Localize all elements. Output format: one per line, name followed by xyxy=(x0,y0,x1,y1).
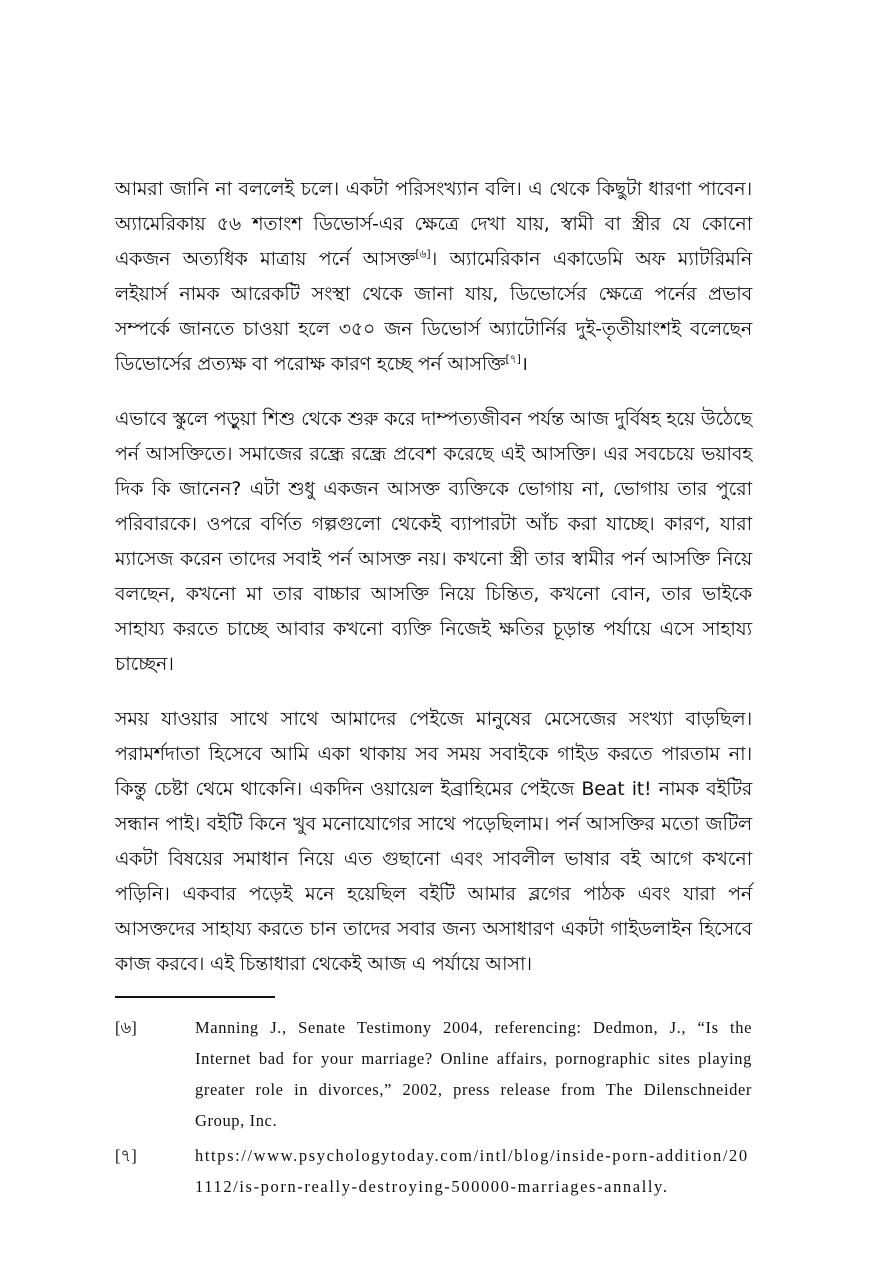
footnote-6 xyxy=(115,1012,752,1136)
paragraph-1-text-b: । অ্যামেরিকান একাডেমি অফ ম্যাটরিমনি লইয়ার্স নামক আরেকটি সংস্থা থেকে জানা যায়, ডিভোর্সের ক্ষেত্রে পর্নের প্রভাব সম্পর্কে জানতে চাওয়া হলে ৩৫০ জন ডিভোর্স অ্যাটোর্নির দুই-তৃতীয়াংশই বলেছেন ডিভোর্সের প্রত্যক্ষ বা পরোক্ষ কারণ হচ্ছে পর্ন আসক্তি xyxy=(115,248,752,375)
paragraph-1-text-a: আমরা জানি না বললেই চলে। একটা পরিসংখ্যান বলি। এ থেকে কিছুটা ধারণা পাবেন। অ্যামেরিকায় ৫৬ শতাংশ ডিভোর্স-এর ক্ষেত্রে দেখা যায়, স্বামী বা স্ত্রীর যে কোনো একজন অত্যধিক মাত্রায় পর্নে আসক্ত xyxy=(115,178,752,270)
footnote-marker: [৬] xyxy=(115,1018,137,1037)
footnote-marker: [৭] xyxy=(115,1146,137,1165)
footnote-7 xyxy=(115,1140,752,1202)
footnote-ref-7[interactable]: [৭] xyxy=(505,352,521,366)
paragraph-1 xyxy=(115,172,752,382)
footnote-url[interactable]: https://www.psychologytoday.com/intl/blog/inside-porn-addition/201112/is-porn-really-destroying-500000-marriages-annally. xyxy=(195,1146,749,1196)
footnote-divider xyxy=(115,996,275,998)
footnote-ref-6[interactable]: [৬] xyxy=(415,247,431,261)
page-body xyxy=(115,172,752,1206)
paragraph-1-text-c: । xyxy=(520,353,528,375)
footnote-text: Manning J., Senate Testimony 2004, referencing: Dedmon, J., “Is the Internet bad for your marriage? Online affairs, pornographic sites playing greater role in divorces,” 2002, press release from The Dilenschneider Group, Inc. xyxy=(195,1018,752,1130)
paragraph-3: সময় যাওয়ার সাথে সাথে আমাদের পেইজে মানুষের মেসেজের সংখ্যা বাড়ছিল। পরামর্শদাতা হিসেবে আমি একা থাকায় সব সময় সবাইকে গাইড করতে পারতাম না। কিন্তু চেষ্টা থেমে থাকেনি। একদিন ওয়ায়েল ইব্রাহিমের পেইজে Beat it! নামক বইটির সন্ধান পাই। বইটি কিনে খুব মনোযোগের সাথে পড়েছিলাম। পর্ন আসক্তির মতো জটিল একটা বিষয়ের সমাধান নিয়ে এত গুছানো এবং সাবলীল ভাষার বই আগে কখনো পড়িনি। একবার পড়েই মনে হয়েছিল বইটি আমার ব্লগের পাঠক এবং যারা পর্ন আসক্তদের সাহায্য করতে চান তাদের সবার জন্য অসাধারণ একটা গাইডলাইন হিসেবে কাজ করবে। এই চিন্তাধারা থেকেই আজ এ পর্যায়ে আসা। xyxy=(115,708,752,975)
paragraph-2: এভাবে স্কুলে পড়ুয়া শিশু থেকে শুরু করে দাম্পত্যজীবন পর্যন্ত আজ দুর্বিষহ হয়ে উঠেছে পর্ন আসক্তিতে। সমাজের রন্ধ্রে রন্ধ্রে প্রবেশ করেছে এই আসক্তি। এর সবচেয়ে ভয়াবহ দিক কি জানেন? এটা শুধু একজন আসক্ত ব্যক্তিকে ভোগায় না, ভোগায় তার পুরো পরিবারকে। ওপরে বর্ণিত গল্পগুলো থেকেই ব্যাপারটা আঁচ করা যাচ্ছে। কারণ, যারা ম্যাসেজ করেন তাদের সবাই পর্ন আসক্ত নয়। কখনো স্ত্রী তার স্বামীর পর্ন আসক্তি নিয়ে বলছেন, কখনো মা তার বাচ্চার আসক্তি নিয়ে চিন্তিত, কখনো বোন, তার ভাইকে সাহায্য করতে চাচ্ছে আবার কখনো ব্যক্তি নিজেই ক্ষতির চূড়ান্ত পর্যায়ে এসে সাহায্য চাচ্ছেন। xyxy=(115,408,752,675)
